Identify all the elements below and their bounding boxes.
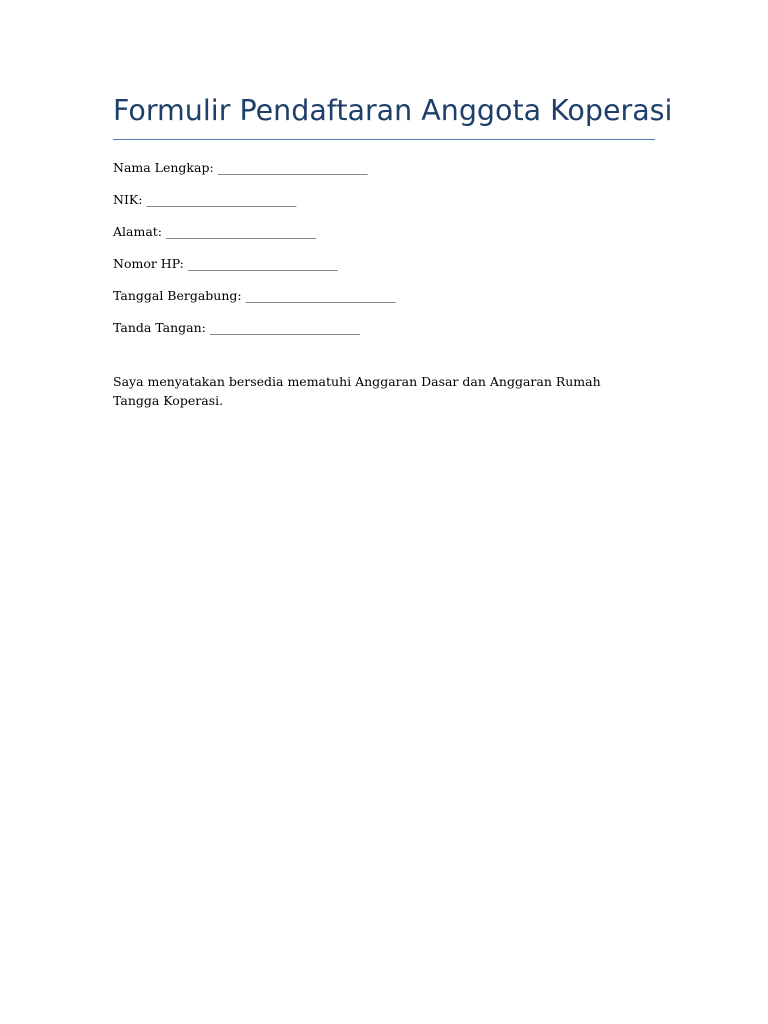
field-alamat: Alamat: ________________________: [113, 224, 316, 239]
field-nik: NIK: ________________________: [113, 192, 297, 207]
field-nama-lengkap: Nama Lengkap: ________________________: [113, 160, 368, 175]
document-title: Formulir Pendaftaran Anggota Koperasi: [113, 94, 673, 127]
agreement-statement: Saya menyatakan bersedia mematuhi Anggaran Dasar dan Anggaran Rumah Tangga Koperasi.: [113, 374, 601, 408]
field-tanggal-bergabung: Tanggal Bergabung: ________________________: [113, 288, 396, 303]
field-nomor-hp: Nomor HP: ________________________: [113, 256, 338, 271]
field-tanda-tangan: Tanda Tangan: ________________________: [113, 320, 360, 335]
title-underline: [113, 139, 655, 140]
